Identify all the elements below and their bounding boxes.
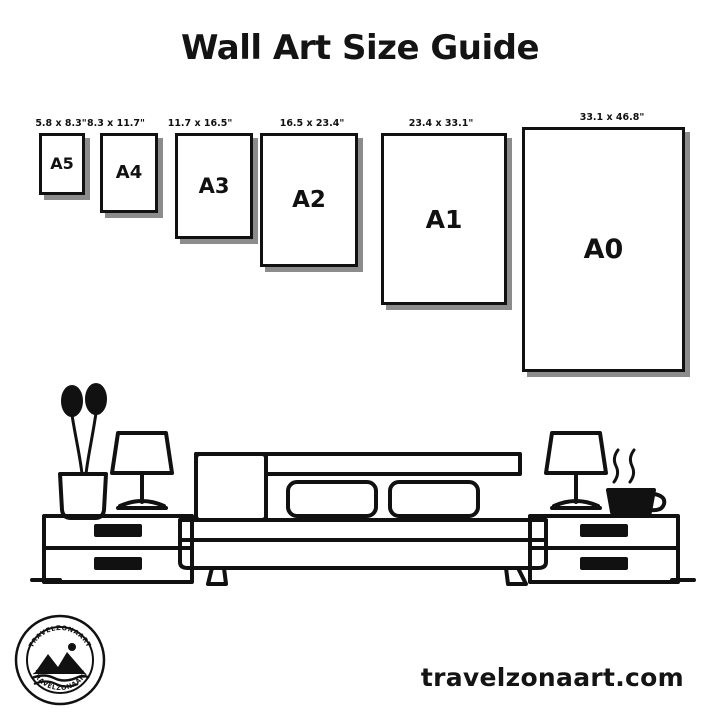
- frame-label-a2: A2: [292, 186, 326, 213]
- page-title: Wall Art Size Guide: [180, 28, 540, 68]
- frame-dimension-a5: 5.8 x 8.3": [35, 118, 87, 129]
- frame-a2: [260, 133, 358, 267]
- nightstand-right: [530, 516, 678, 582]
- nightstand-left: [44, 516, 192, 582]
- frame-a0: [522, 127, 685, 372]
- brand-logo: [14, 614, 106, 706]
- table-lamp-right: [546, 433, 606, 508]
- frame-size-chart: [0, 100, 720, 400]
- frame-a1: [381, 133, 507, 305]
- frame-dimension-a3: 11.7 x 16.5": [167, 118, 233, 129]
- frame-a4: [100, 133, 158, 213]
- frame-a3: [175, 133, 253, 239]
- bedroom-scene: [0, 370, 720, 600]
- table-lamp-left: [112, 433, 172, 508]
- frame-dimension-a4: 8.3 x 11.7": [87, 118, 145, 129]
- website-url: travelzonaart.com: [420, 663, 684, 692]
- frame-label-a0: A0: [583, 234, 624, 265]
- coffee-cup: [608, 450, 664, 516]
- frame-dimension-a2: 16.5 x 23.4": [279, 118, 345, 129]
- frame-dimension-a0: 33.1 x 46.8": [579, 112, 645, 123]
- frame-label-a5: A5: [50, 154, 74, 173]
- frame-dimension-a1: 23.4 x 33.1": [408, 118, 474, 129]
- logo-text-top: TRAVELZONAART: [27, 623, 93, 649]
- vase-with-flowers: [60, 385, 106, 518]
- frame-a5: [39, 133, 85, 195]
- frame-label-a4: A4: [115, 162, 143, 183]
- frame-label-a3: A3: [198, 173, 230, 198]
- logo-text-bottom: TRAVELZONAART: [30, 669, 90, 693]
- bed: [180, 454, 546, 584]
- frame-label-a1: A1: [425, 204, 463, 234]
